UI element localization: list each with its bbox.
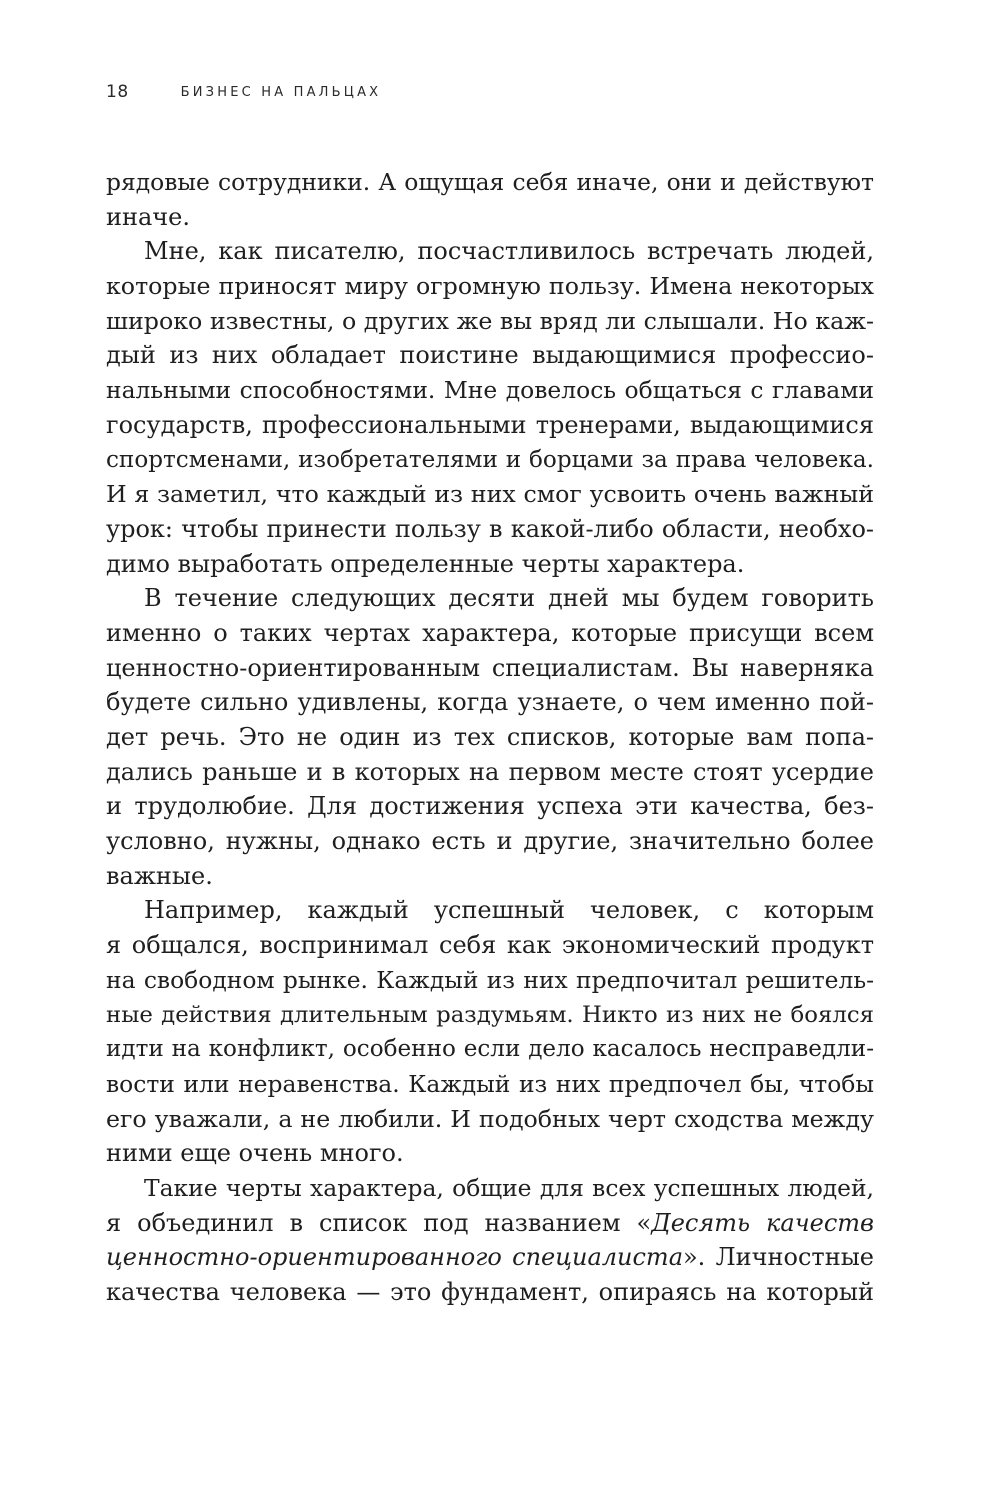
text-run: я объединил в список под названием « xyxy=(106,1208,652,1237)
text-line: именно о таких чертах характера, которые присущи всем xyxy=(106,618,874,647)
text-line: государств, профессиональными тренерами, выдающимися xyxy=(106,410,874,439)
italic-title-part: Десять качеств xyxy=(651,1208,874,1237)
running-header xyxy=(106,80,381,104)
page-number: 18 xyxy=(106,82,129,102)
text-run: ». Личностные xyxy=(683,1243,874,1272)
text-line: условно, нужны, однако есть и другие, значительно более xyxy=(106,827,874,856)
text-line: его уважали, а не любили. И подобных черт сходства между xyxy=(106,1104,874,1133)
book-title: БИЗНЕС НА ПАЛЬЦАХ xyxy=(180,84,382,100)
text-line: нальными способностями. Мне довелось общаться с главами xyxy=(106,376,874,405)
body-text xyxy=(106,165,874,1310)
text-line: и трудолюбие. Для достижения успеха эти качества, без- xyxy=(106,792,874,821)
text-line: урок: чтобы принести пользу в какой-либо области, необхо- xyxy=(106,514,874,543)
text-line: важные. xyxy=(106,861,213,890)
text-line: ними еще очень много. xyxy=(106,1139,404,1168)
text-line: дет речь. Это не один из тех списков, которые вам попа- xyxy=(106,723,874,751)
text-line xyxy=(106,1206,874,1241)
text-line: иначе. xyxy=(106,202,190,231)
text-line: рядовые сотрудники. А ощущая себя иначе, они и действуют xyxy=(106,168,874,196)
text-line: будете сильно удивлены, когда узнаете, о чем именно пой- xyxy=(106,688,874,717)
text-line: которые приносят миру огромную пользу. Имена некоторых xyxy=(106,272,874,301)
text-line: идти на конфликт, особенно если дело касалось несправедли- xyxy=(106,1036,874,1063)
text-line: ценностно-ориентированным специалистам. Вы наверняка xyxy=(106,653,874,682)
text-line: дались раньше и в которых на первом месте стоят усердие xyxy=(106,757,874,786)
text-line: ные действия длительным раздумьям. Никто из них не боялся xyxy=(106,1001,874,1028)
text-line: Например, каждый успешный человек, с которым xyxy=(144,896,874,925)
text-line: дый из них обладает поистине выдающимися профессио- xyxy=(106,341,874,370)
text-line: димо выработать определенные черты характера. xyxy=(106,549,745,578)
text-line: И я заметил, что каждый из них смог усвоить очень важный xyxy=(106,480,874,509)
text-line: на свободном рынке. Каждый из них предпочитал решитель- xyxy=(106,965,874,994)
text-line: спортсменами, изобретателями и борцами за права человека. xyxy=(106,446,874,473)
text-line xyxy=(106,1240,874,1275)
text-line: качества человека — это фундамент, опираясь на который xyxy=(106,1278,874,1306)
text-line: я общался, воспринимал себя как экономический продукт xyxy=(106,931,874,960)
text-line: Мне, как писателю, посчастливилось встречать людей, xyxy=(144,237,874,266)
italic-title-part: ценностно-ориентированного специалиста xyxy=(106,1243,683,1272)
text-line: В течение следующих десяти дней мы будем говорить xyxy=(144,584,874,613)
text-line: широко известны, о других же вы вряд ли слышали. Но каж- xyxy=(106,306,874,335)
text-line: Такие черты характера, общие для всех успешных людей, xyxy=(144,1173,874,1202)
text-line: вости или неравенства. Каждый из них предпочел бы, чтобы xyxy=(106,1069,874,1098)
